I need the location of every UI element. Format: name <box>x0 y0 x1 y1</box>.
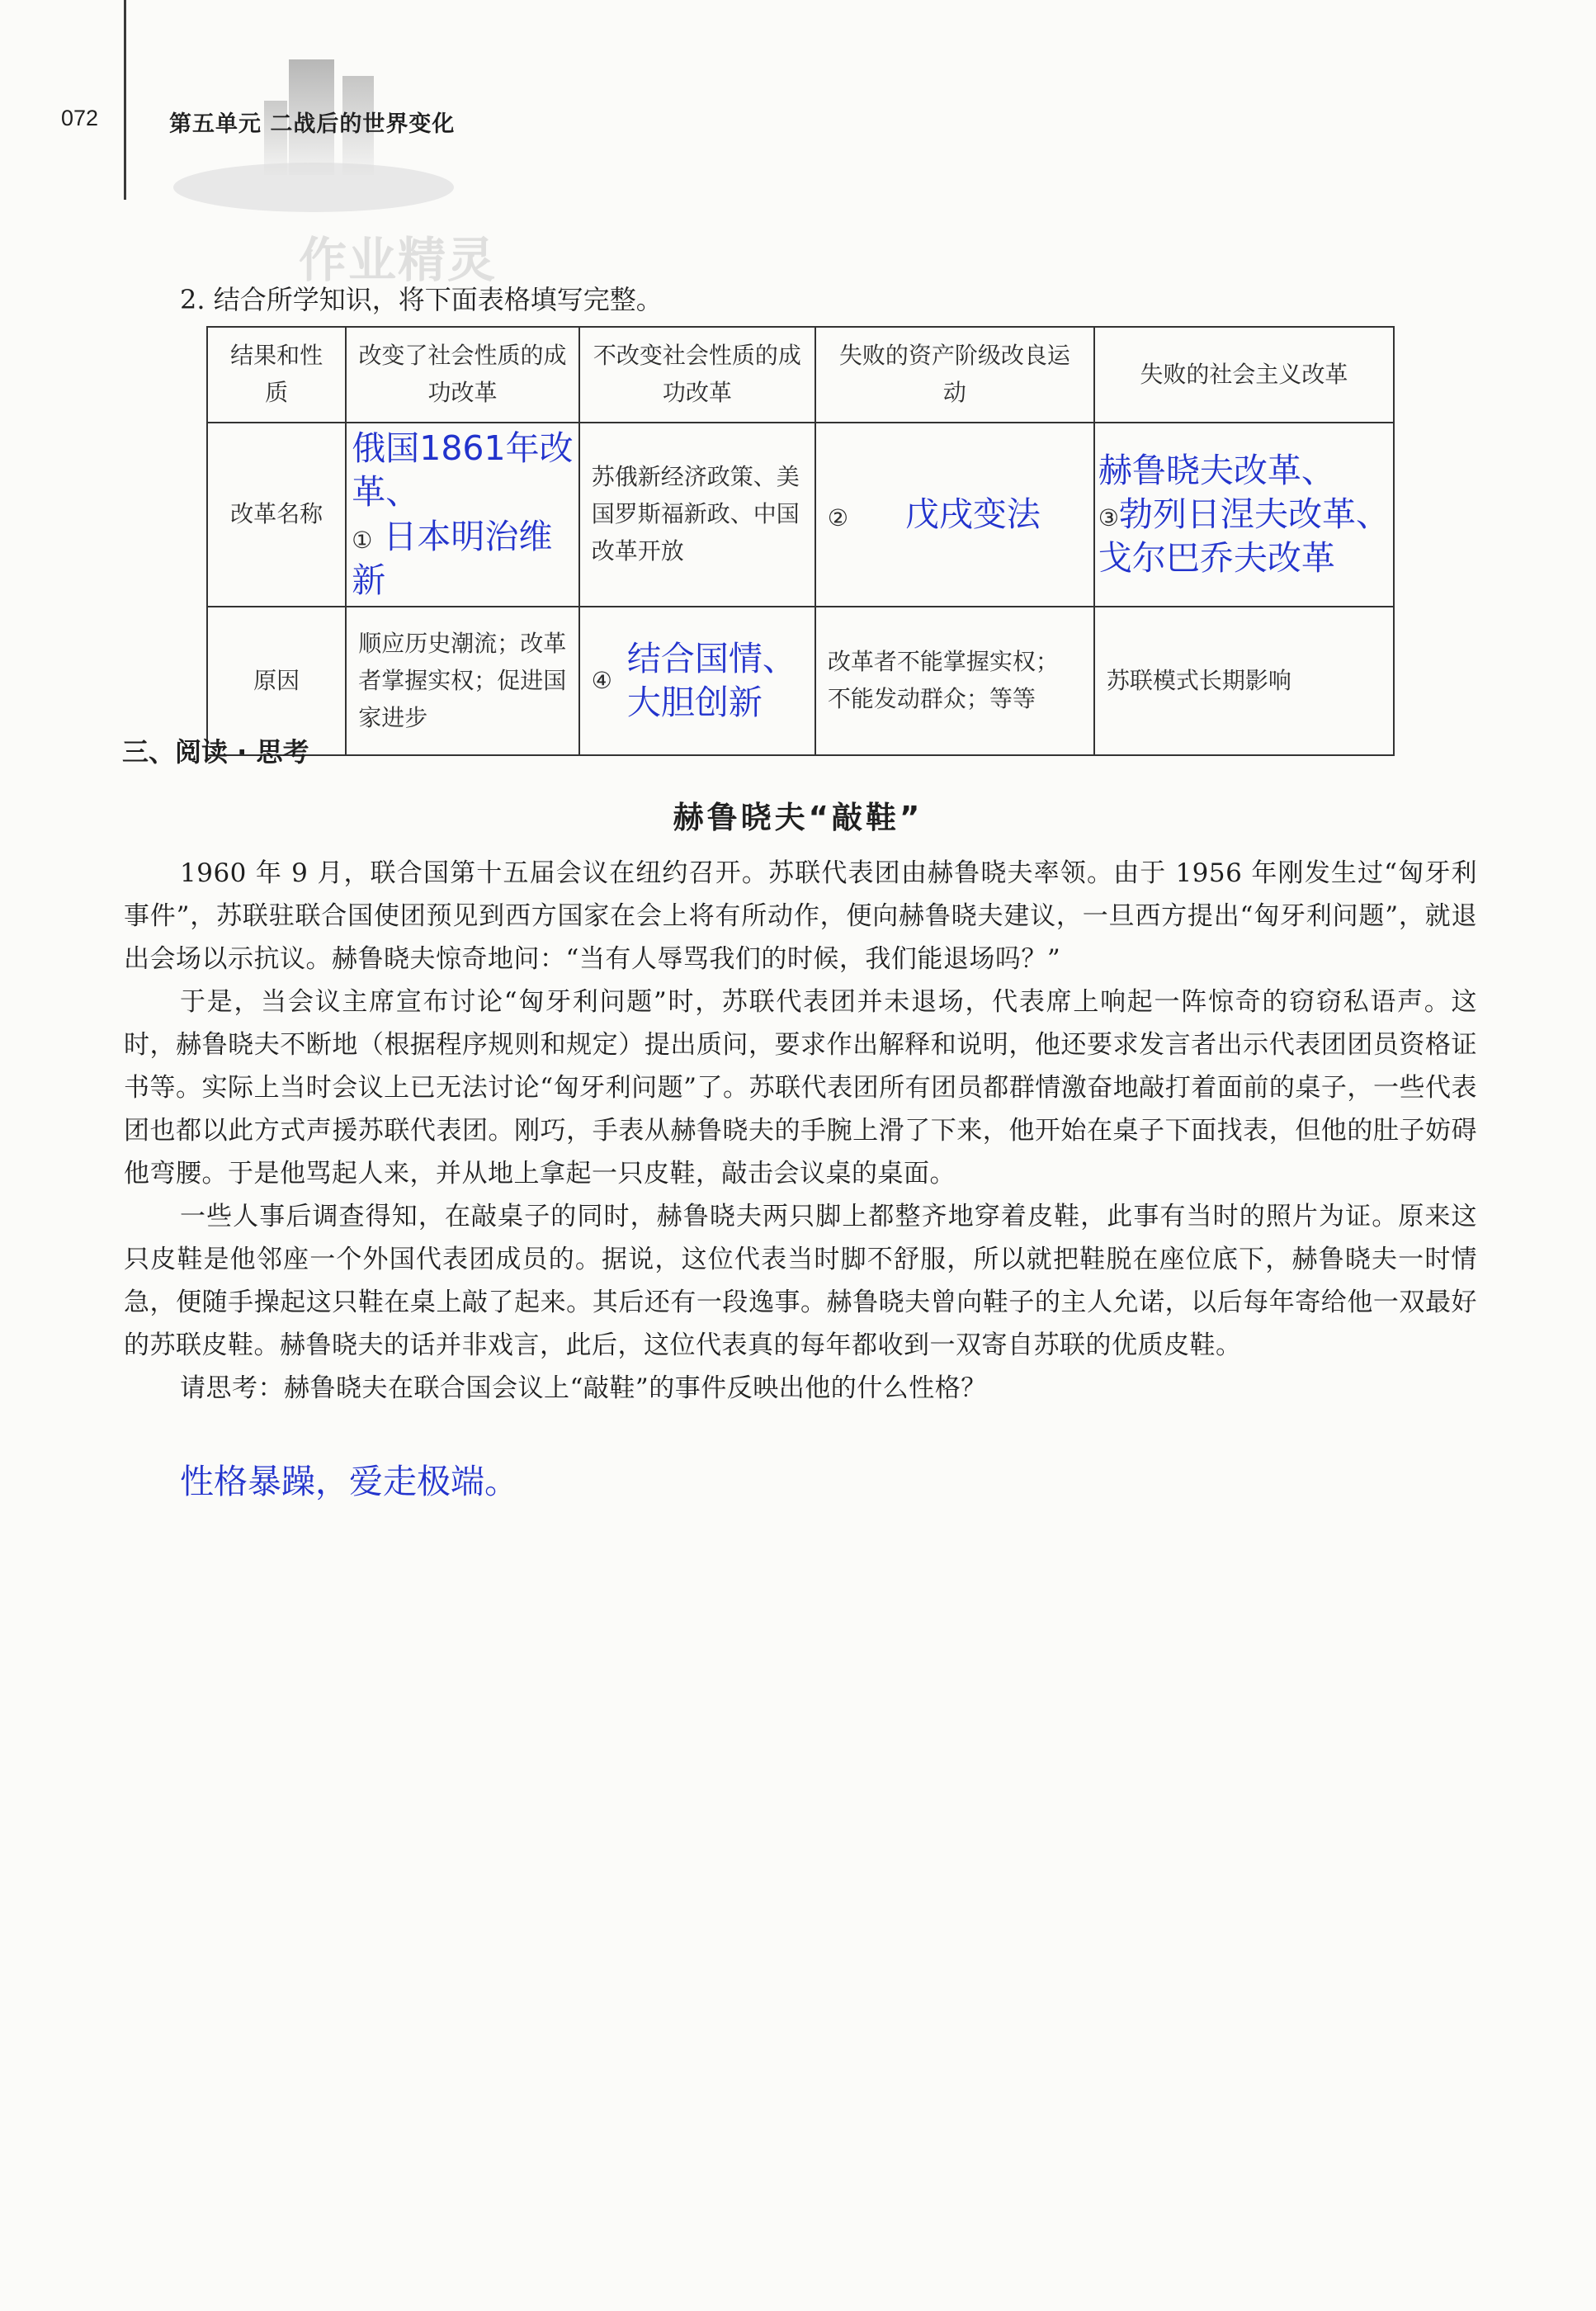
handwritten-answer: 俄国1861年改革、 <box>352 428 574 513</box>
handwritten-answer: 日本明治维新 <box>352 516 553 600</box>
header-rule <box>124 0 126 200</box>
question-text: 2. 结合所学知识，将下面表格填写完整。 <box>180 284 663 315</box>
row-label: 原因 <box>207 607 346 755</box>
blank-marker-2: ② <box>827 503 848 532</box>
article-paragraph: 1960 年 9 月，联合国第十五届会议在纽约召开。苏联代表团由赫鲁晓夫率领。由于 1956 年刚发生过“匈牙利事件”，苏联驻联合国使团预见到西方国家在会上将有所动作，便向赫鲁晓夫建议，一旦西方提出“匈牙利问题”，就退出会场以示抗议。赫鲁晓夫惊奇地问：“当有人辱骂我们的时候，我们能退场吗？” <box>124 858 1477 974</box>
blank-marker-1: ① <box>352 526 373 554</box>
table-row-reform-names <box>207 423 1394 607</box>
handwritten-answer: 戊戌变法 <box>904 494 1041 534</box>
table-cell: 苏俄新经济政策、美国罗斯福新政、中国改革开放 <box>579 423 815 607</box>
table-cell: 改革者不能掌握实权；不能发动群众；等等 <box>815 607 1094 755</box>
article-paragraph: 于是，当会议主席宣布讨论“匈牙利问题”时，苏联代表团并未退场，代表席上响起一阵惊奇的窃窃私语声。这时，赫鲁晓夫不断地（根据程序规则和规定）提出质问，要求作出解释和说明，他还要求发言者出示代表团团员资格证书等。实际上当时会议上已无法讨论“匈牙利问题”了。苏联代表团所有团员都群情激奋地敲打着面前的桌子，一些代表团也都以此方式声援苏联代表团。刚巧，手表从赫鲁晓夫的手腕上滑了下来，他开始在桌子下面找表，但他的肚子妨碍他弯腰。于是他骂起人来，并从地上拿起一只皮鞋，敲击会议桌的桌面。 <box>124 987 1477 1189</box>
header-cell: 改变了社会性质的成功改革 <box>346 327 579 423</box>
handwritten-answer: 大胆创新 <box>626 683 763 723</box>
header-cell: 结果和性质 <box>207 327 346 423</box>
article-paragraph: 一些人事后调查得知，在敲桌子的同时，赫鲁晓夫两只脚上都整齐地穿着皮鞋，此事有当时的照片为证。原来这只皮鞋是他邻座一个外国代表团成员的。据说，这位代表当时脚不舒服，所以就把鞋脱在座位底下，赫鲁晓夫一时情急，便随手操起这只鞋在桌上敲了起来。其后还有一段逸事。赫鲁晓夫曾向鞋子的主人允诺，以后每年寄给他一双最好的苏联皮鞋。赫鲁晓夫的话并非戏言，此后，这位代表真的每年都收到一双寄自苏联的优质皮鞋。 <box>124 1202 1477 1360</box>
table-cell: 顺应历史潮流；改革者掌握实权；促进国家进步 <box>346 607 579 755</box>
handwritten-answer: 戈尔巴乔夫改革 <box>1098 538 1335 579</box>
row-label: 改革名称 <box>207 423 346 607</box>
blank-marker-4: ④ <box>591 666 612 694</box>
page-number: 072 <box>61 106 99 130</box>
cell-answer-4 <box>579 607 815 755</box>
cell-answer-3 <box>1094 423 1394 607</box>
handwritten-answer: 勃列日涅夫改革、 <box>1118 494 1390 534</box>
blank-marker-3: ③ <box>1098 503 1119 532</box>
table-header-row <box>207 327 1394 423</box>
handwritten-answer: 结合国情、 <box>626 638 796 678</box>
header-cell: 不改变社会性质的成功改革 <box>579 327 815 423</box>
header-cell: 失败的资产阶级改良运动 <box>815 327 1094 423</box>
article-body <box>124 852 1477 1410</box>
handwritten-answer: 性格暴躁，爱走极端。 <box>180 1462 518 1501</box>
handwritten-answer: 赫鲁晓夫改革、 <box>1098 450 1335 490</box>
article-title: 赫鲁晓夫“敲鞋” <box>673 800 923 835</box>
think-question: 请思考：赫鲁晓夫在联合国会议上“敲鞋”的事件反映出他的什么性格？ <box>180 1373 987 1403</box>
cell-answer-2 <box>815 423 1094 607</box>
cell-answer-1 <box>346 423 579 607</box>
section-title: 三、阅读 · 思考 <box>122 736 309 768</box>
watermark: 作业精灵 <box>299 232 498 288</box>
table-cell: 苏联模式长期影响 <box>1094 607 1394 755</box>
table-row-reasons <box>207 607 1394 755</box>
header-cell: 失败的社会主义改革 <box>1094 327 1394 423</box>
unit-title: 第五单元 二战后的世界变化 <box>169 111 456 137</box>
reform-table <box>206 326 1395 756</box>
